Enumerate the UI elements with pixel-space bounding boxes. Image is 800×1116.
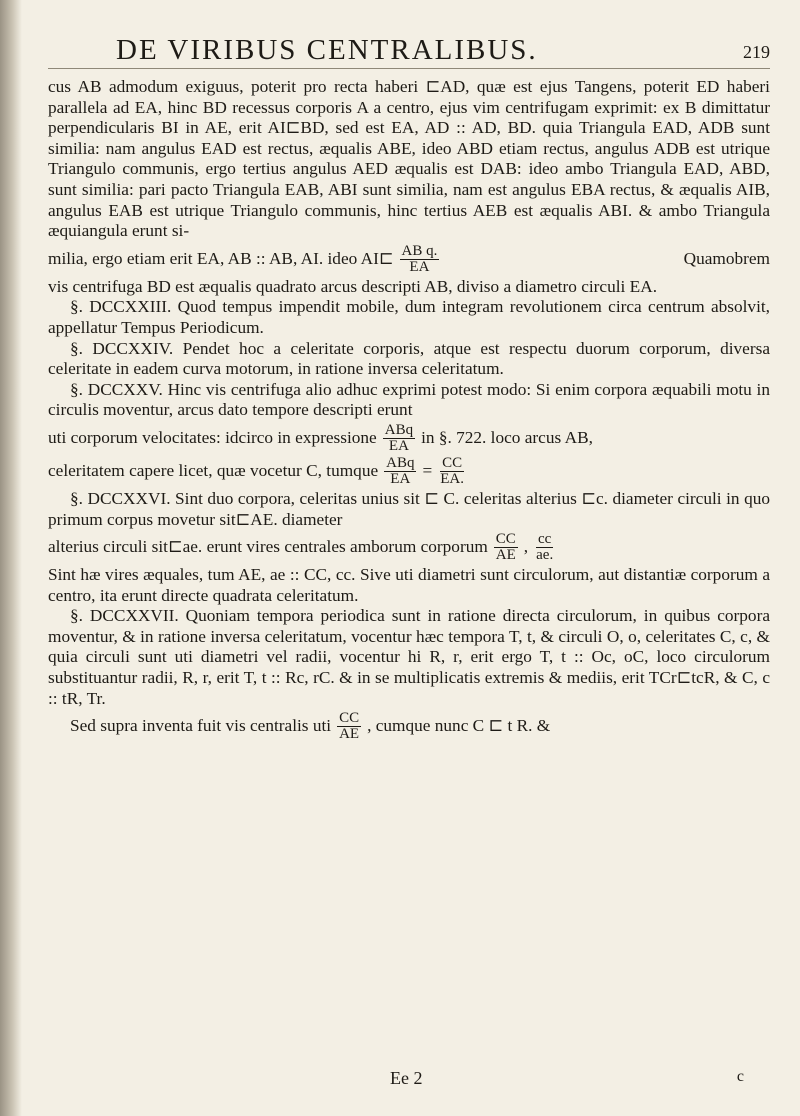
fraction-denominator: EA [390, 470, 411, 487]
section-726: §. DCCXXVI. Sint duo corpora, celeritas unius sit ⊏ C. celeritas alterius ⊏c. diameter circuli in quo primum corpus movetur sit⊏AE. diameter [48, 488, 770, 529]
fraction-cc-ea [438, 456, 466, 487]
fraction-denominator: AE [339, 726, 360, 743]
section-723: §. DCCXXIII. Quod tempus impendit mobile, dum integram revolutionem circa centrum absolvit, appellatur Tempus Periodicum. [48, 297, 770, 337]
fraction-numerator: cc [538, 531, 552, 548]
fraction-numerator: ABq [384, 421, 414, 438]
page-footer [0, 1068, 800, 1090]
section-725: §. DCCXXV. Hinc vis centrifuga alio adhuc exprimi potest modo: Si enim corpora æquabili motu in circulis moventur, arcus dato tempore descripti erunt [48, 379, 770, 420]
catchword: c [736, 1068, 744, 1085]
equals-sign: = [422, 461, 433, 481]
signature-mark: Ee 2 [390, 1068, 423, 1088]
fraction-abq-ea [384, 456, 416, 487]
line-text-before: uti corporum velocitates: idcirco in expressione [48, 428, 377, 448]
fraction-numerator: AB q. [401, 242, 438, 259]
page-number: 219 [743, 42, 770, 62]
paragraph-vis-centrifuga: vis centrifuga BD est æqualis quadrato arcus descripti AB, diviso a diametro circuli EA. [48, 276, 658, 296]
line-celeritatem [48, 456, 770, 487]
page-header [48, 28, 770, 69]
section-724: §. DCCXXIV. Pendet hoc a celeritate corporis, atque est respectu duorum corporum, diversa celeritate in eadem curva motorum, in ratione inversa celeritatum. [48, 338, 770, 379]
fraction-cc-ae [337, 711, 361, 742]
running-head: DE VIRIBUS CENTRALIBUS. [116, 34, 538, 66]
book-gutter-shadow [0, 0, 22, 1116]
comma-separator: , [523, 537, 529, 557]
line-text-before: Sed supra inventa fuit vis centralis uti [70, 716, 332, 736]
paragraph-triangles: cus AB admodum exiguus, poterit pro recta haberi ⊏AD, quæ est ejus Tangens, poterit ED haberi parallela ad EA, hinc BD recessus corporis A a centro, ejus vim centrifugam exprimit: ex B dimittatur perpendicularis BI in AE, erit AI⊏BD, sed est EA, AD :: AD, BD. quia Triangula EAD, ADB sunt similia: nam angulus EAD est rectus, æqualis ABE, ideo ABD etiam rectus, angulus ADB est utrique Triangulo communis, ergo tertius angulus AED æqualis est DAB: ideo ambo Triangula EAD, ABD, sunt similia: pari pacto Triangula EAB, ABI sunt similia, nam est angulus EBA rectus, & æqualis AIB, angulus EAB est utrique Triangulo communis, hinc tertius AEB est æqualis ABI. & ambo Triangula æquiangula erunt si- [48, 77, 770, 241]
fraction-abq-ea [400, 244, 440, 275]
fraction-abq-ea [383, 423, 415, 454]
line-text-after: , cumque nunc C ⊏ t R. & [367, 716, 551, 736]
page-body [48, 77, 770, 742]
line-text-after: Quamobrem [683, 248, 770, 268]
fraction-denominator: AE [495, 547, 516, 564]
fraction-denominator: EA. [440, 470, 464, 487]
line-sed-supra [48, 711, 770, 742]
line-text-before: milia, ergo etiam erit EA, AB :: AB, AI. ideo AI⊏ [48, 248, 394, 268]
line-text-before: alterius circuli sit⊏ae. erunt vires centrales amborum corporum [48, 537, 488, 557]
line-alterius-circuli [48, 532, 770, 563]
paragraph-sint-vires: Sint hæ vires æquales, tum AE, ae :: CC, cc. Sive uti diametri sunt circulorum, aut distantiæ corporum a centro, ita erunt directe quadrata celeritatum. [48, 565, 770, 605]
fraction-denominator: EA [409, 258, 430, 275]
line-text-before: celeritatem capere licet, quæ vocetur C, tumque [48, 461, 379, 481]
fraction-numerator: ABq [386, 454, 415, 471]
fraction-denominator: ae. [536, 547, 554, 564]
fraction-numerator: CC [339, 710, 360, 727]
fraction-cc-ae [494, 532, 518, 563]
line-uti-velocitates [48, 423, 770, 454]
fraction-denominator: EA [388, 437, 409, 454]
line-text-after: in §. 722. loco arcus AB, [421, 428, 593, 448]
line-similar-triangles [48, 244, 770, 275]
section-727: §. DCCXXVII. Quoniam tempora periodica sunt in ratione directa circulorum, in quibus corpora moventur, & in ratione inversa celeritatum, vocentur hæc tempora T, t, & circuli O, o, celeritates C, c, & quia circuli sunt uti diametri vel radii, vocentur hi R, r, erit ergo T, t :: Oc, oC, loco circulorum substituantur radii, R, r, erit T, t :: Rc, rC. & in se multiplicatis extremis & mediis, erit TCr⊏tcR, & C, c :: tR, Tr. [48, 606, 770, 708]
fraction-numerator: CC [442, 454, 463, 471]
fraction-numerator: CC [495, 531, 516, 548]
book-page [48, 28, 770, 744]
fraction-cc-small-ae [534, 532, 555, 563]
